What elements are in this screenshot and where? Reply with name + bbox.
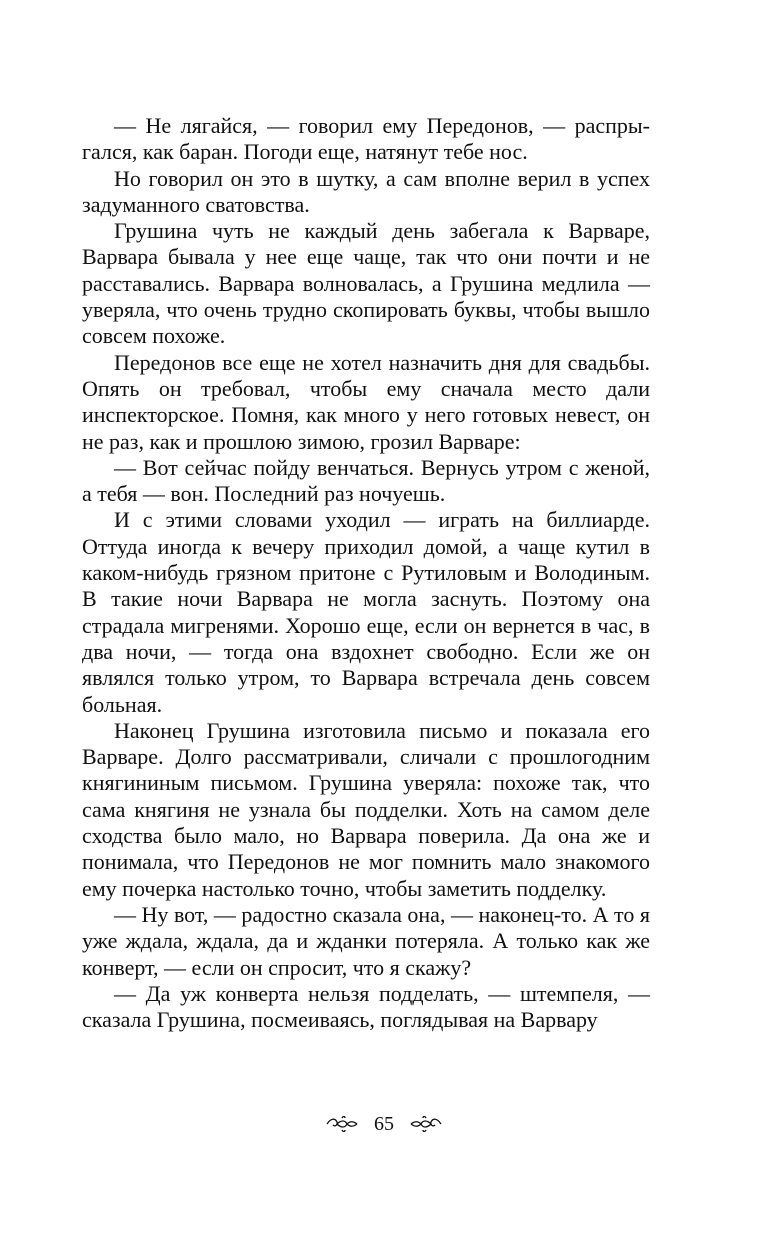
flourish-left-icon [325, 1114, 359, 1134]
page-number: 65 [374, 1112, 394, 1135]
paragraph-2: Но говорил он это в шутку, а сам вполне верил в успех задуманного сватовства. [82, 165, 650, 217]
book-page-text [82, 113, 650, 1033]
paragraph-1: — Не лягайся, — говорил ему Передонов, — распрыгался, как баран. Погоди еще, натянут тебе нос. [82, 113, 650, 165]
paragraph-8: — Ну вот, — радостно сказала она, — наконец-то. А то я уже ждала, ждала, да и жданки потеряла. А только как же конверт, — если он спросит, что я скажу? [82, 901, 650, 980]
paragraph-9: — Да уж конверта нельзя подделать, — штемпеля, — сказала Грушина, посмеиваясь, поглядывая на Варвару [82, 980, 650, 1033]
paragraph-6: И с этими словами уходил — играть на биллиарде. Оттуда иногда к вечеру приходил домой, а чаще кутил в каком-нибудь грязном притоне с Рутиловым и Володиным. В такие ночи Варвара не могла заснуть. Поэтому она страдала мигренями. Хорошо еще, если он вернется в час, в два ночи, — тогда она вздохнет свободно. Если же он являлся только утром, то Варвара встречала день совсем больная. [82, 507, 650, 717]
paragraph-3: Грушина чуть не каждый день забегала к Варваре, Варвара бывала у нее еще чаще, так что они почти и не расставались. Варвара волновалась, а Грушина медлила — уверяла, что очень трудно скопировать буквы, чтобы вышло совсем похоже. [82, 218, 650, 349]
flourish-right-icon [409, 1114, 443, 1134]
page-footer [0, 1112, 768, 1136]
paragraph-5: — Вот сейчас пойду венчаться. Вернусь утром с женой, а тебя — вон. Последний раз ночуешь. [82, 454, 650, 507]
paragraph-7: Наконец Грушина изготовила письмо и показала его Варваре. Долго рассматривали, сличали с прошлогодним княгининым письмом. Грушина уверяла: похоже так, что сама княгиня не узнала бы подделки. Хоть на самом деле сходства было мало, но Варвара поверила. Да она же и понимала, что Передонов не мог помнить мало знакомого ему почерка настолько точно, чтобы заметить подделку. [82, 717, 650, 901]
paragraph-4: Передонов все еще не хотел назначить дня для свадьбы. Опять он требовал, чтобы ему сначала место дали инспекторское. Помня, как много у него готовых невест, он не раз, как и прошлою зимою, грозил Варваре: [82, 349, 650, 454]
